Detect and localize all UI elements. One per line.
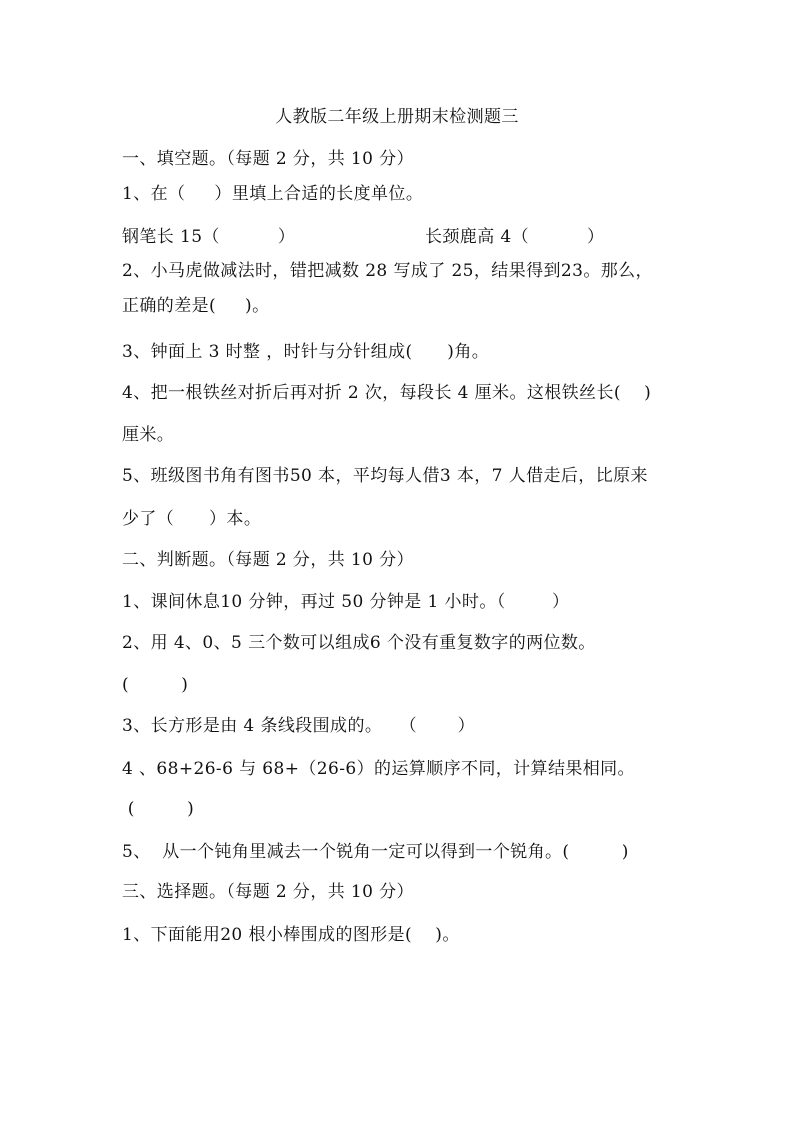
- question-line: 4、把一根铁丝对折后再对折 2 次，每段长 4 厘米。这根铁丝长( ): [122, 383, 652, 403]
- question-line-right: 长颈鹿高 4（ ）: [425, 227, 605, 247]
- section-heading-multiple-choice: 三、选择题。（每题 2 分，共 10 分）: [122, 882, 414, 902]
- question-line: 5、班级图书角有图书50 本，平均每人借3 本，7 人借走后，比原来: [122, 466, 648, 486]
- question-line: 1、课间休息10 分钟，再过 50 分钟是 1 小时。（ ）: [122, 592, 570, 612]
- section-heading-fill-blank: 一、填空题。（每题 2 分，共 10 分）: [122, 149, 414, 169]
- question-line-left: 钢笔长 15（ ）: [122, 227, 296, 247]
- question-line: 1、下面能用20 根小棒围成的图形是( )。: [122, 925, 460, 945]
- question-line: 3、长方形是由 4 条线段围成的。 （ ）: [122, 716, 476, 736]
- question-line: 2、小马虎做减法时，错把减数 28 写成了 25，结果得到23。那么，: [122, 261, 653, 281]
- question-line: 正确的差是( )。: [122, 296, 270, 316]
- page-title: 人教版二年级上册期末检测题三: [275, 107, 519, 127]
- question-line: ( ): [122, 799, 195, 819]
- question-line: 少了（ ）本。: [122, 509, 262, 529]
- question-line: 5、 从一个钝角里减去一个锐角一定可以得到一个锐角。( ): [122, 842, 629, 862]
- question-line: 3、钟面上 3 时整 ，时针与分针组成( )角。: [122, 342, 490, 362]
- section-heading-true-false: 二、判断题。（每题 2 分，共 10 分）: [122, 550, 414, 570]
- question-line: ( ): [122, 675, 189, 695]
- question-line: 2、用 4、0、5 三个数可以组成6 个没有重复数字的两位数。: [122, 633, 596, 653]
- question-line: 1、在（ ）里填上合适的长度单位。: [122, 184, 424, 204]
- question-line: 4 、68+26-6 与 68+（26-6）的运算顺序不同，计算结果相同。: [122, 759, 635, 779]
- question-line: 厘米。: [122, 425, 175, 445]
